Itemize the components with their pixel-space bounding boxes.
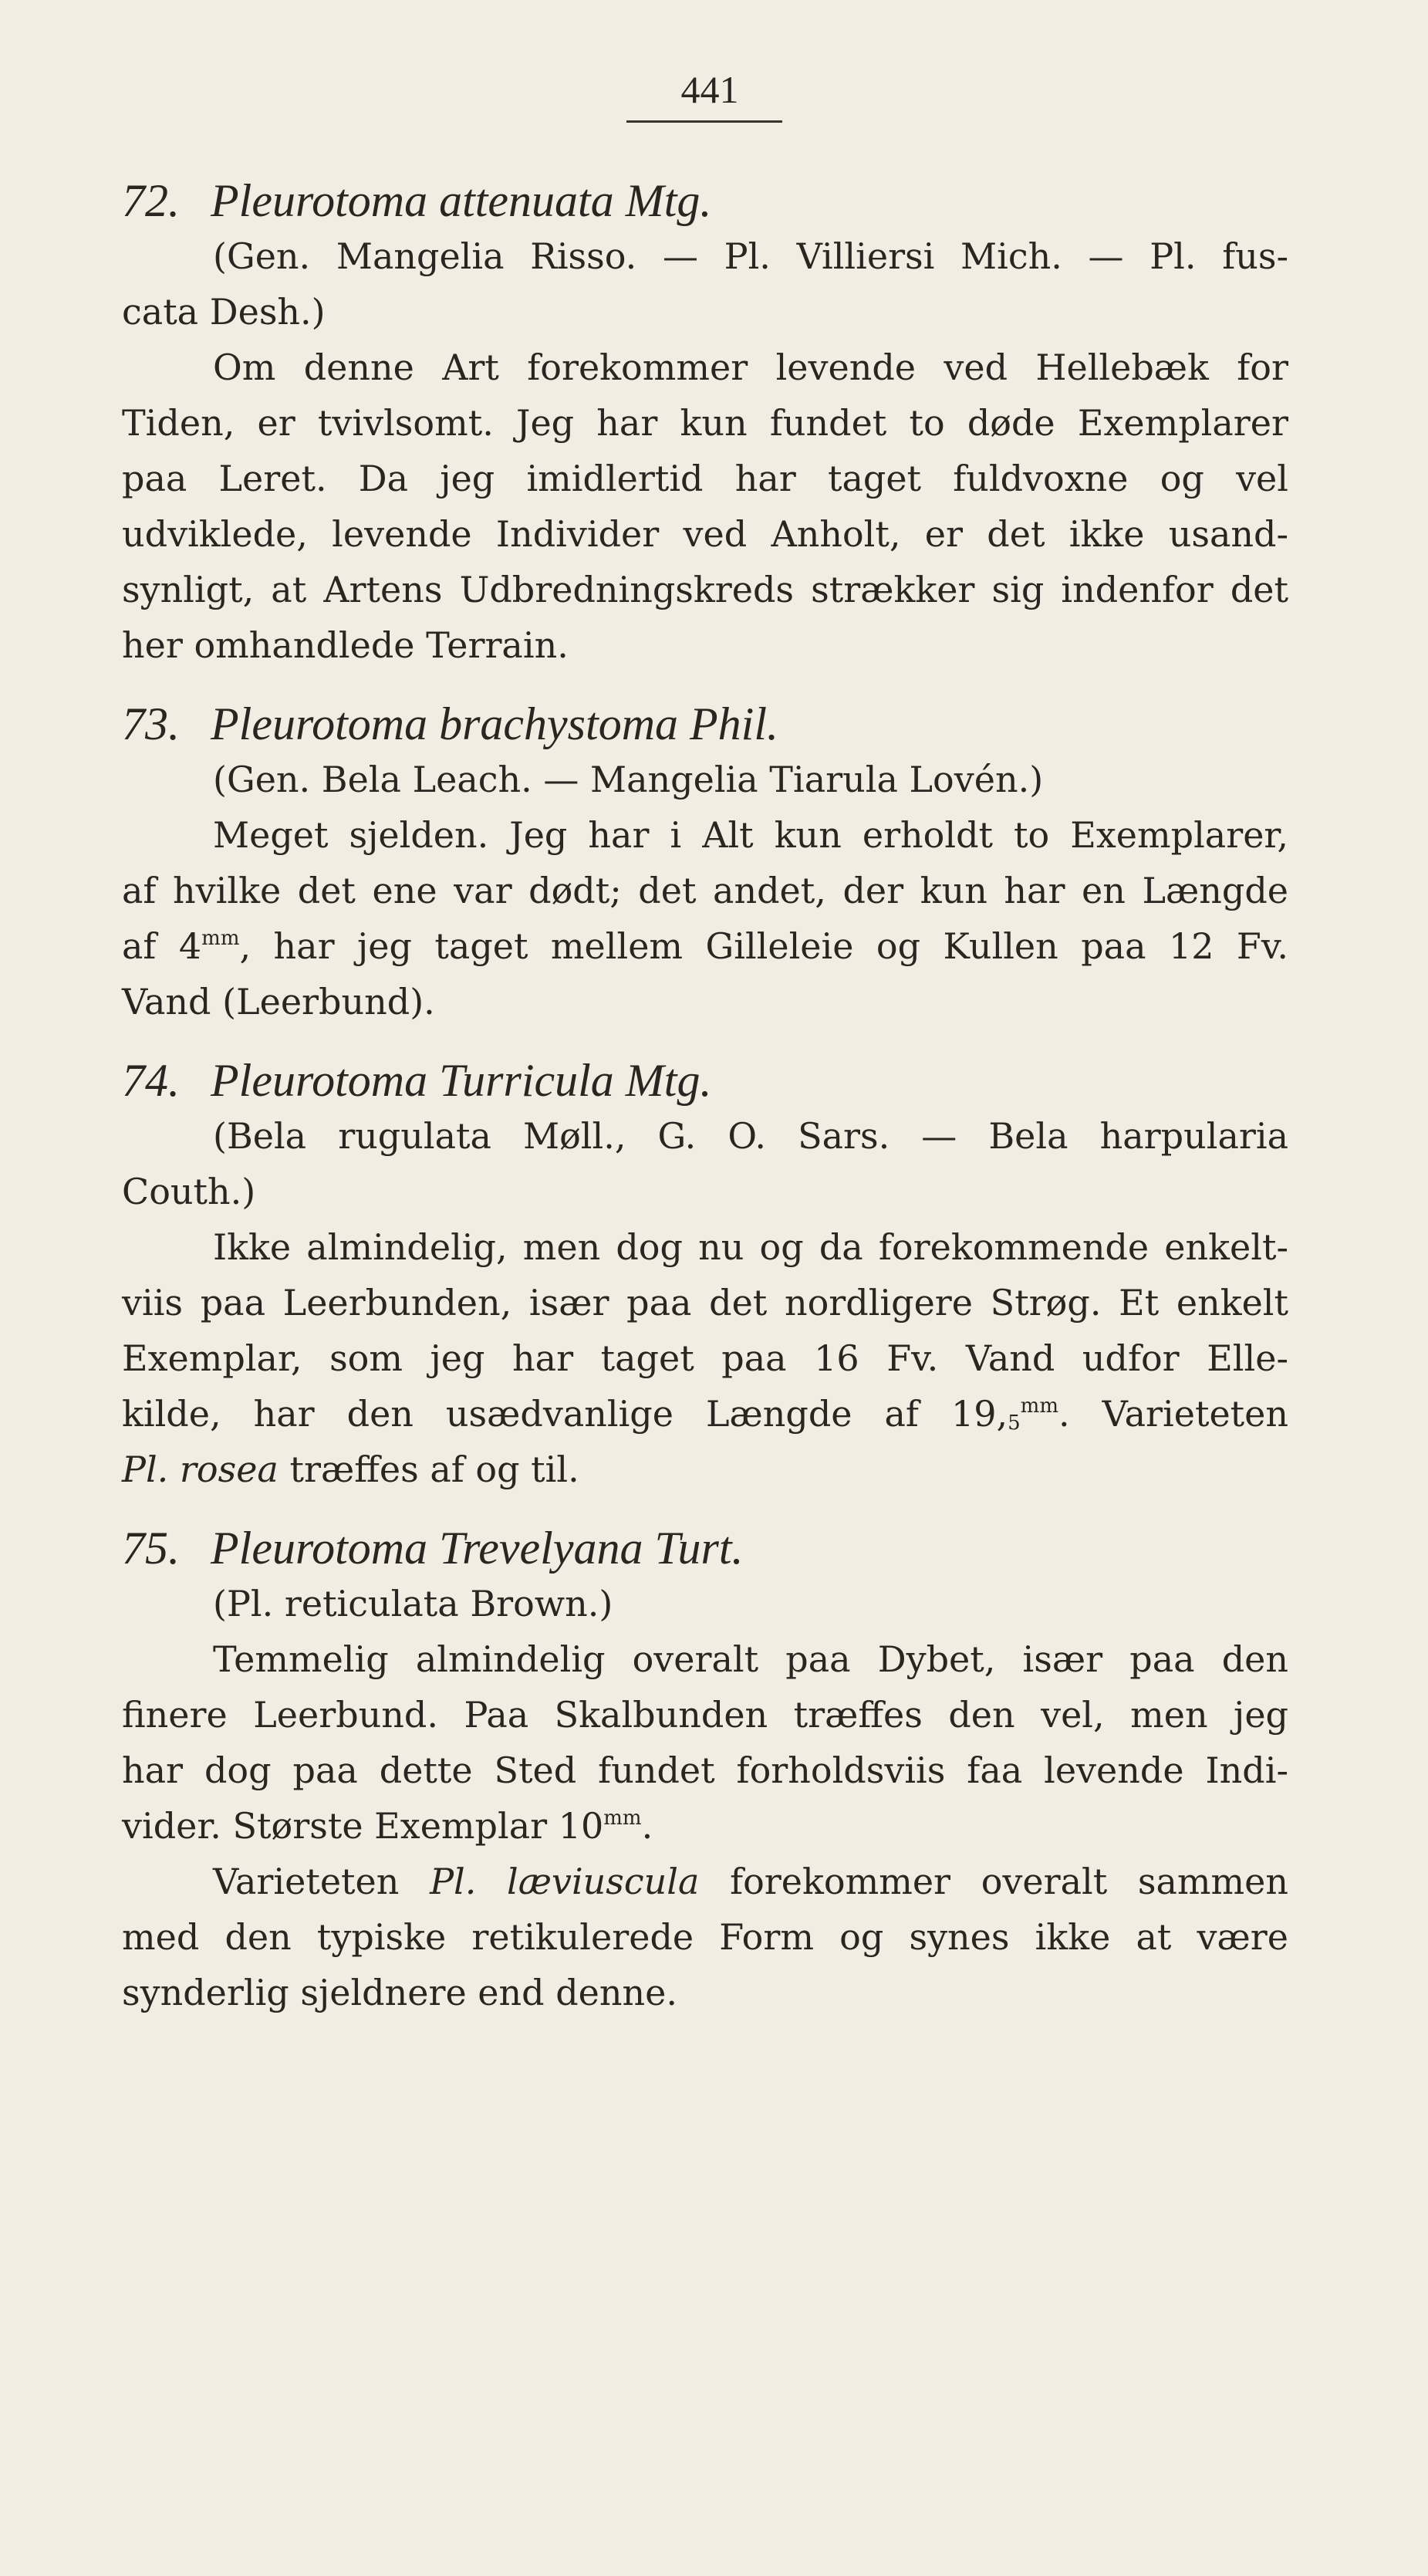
page-number: 441: [680, 68, 739, 111]
text-fragment: .: [641, 1805, 653, 1847]
text-line: Ikke almindelig, men dog nu og da forekommende enkelt-: [213, 1226, 1288, 1268]
italic-taxon: Pl. læviuscula: [430, 1861, 700, 1902]
page-number-rule: [626, 120, 782, 123]
entry-heading: [122, 696, 1288, 752]
text-line: synligt, at Artens Udbredningskreds strækker sig indenfor det: [122, 569, 1288, 610]
text-line: Om denne Art forekommer levende ved Hellebæk for: [213, 347, 1288, 388]
unit-superscript: mm: [201, 927, 240, 950]
text-line: synderlig sjeldnere end denne.: [122, 1972, 677, 2013]
entry-number: 75.: [122, 1523, 180, 1574]
entry-gap: [122, 1029, 1288, 1053]
decimal-subscript: 5: [1008, 1411, 1021, 1435]
text-line: Vand (Leerbund).: [122, 981, 435, 1023]
text-fragment: af 4: [122, 925, 202, 967]
text-line: udviklede, levende Individer ved Anholt, er det ikke usand-: [122, 513, 1288, 555]
text-line: har dog paa dette Sted fundet forholdsviis faa levende Indi-: [122, 1749, 1288, 1791]
text-line: Tiden, er tvivlsomt. Jeg har kun fundet to døde Exemplarer: [122, 402, 1288, 444]
text-line: med den typiske retikulerede Form og synes ikke at være: [122, 1916, 1288, 1958]
text-line: finere Leerbund. Paa Skalbunden træffes den vel, men jeg: [122, 1694, 1288, 1736]
text-line: cata Desh.): [122, 291, 326, 333]
entry-heading: [122, 1053, 1288, 1108]
text-line: (Gen. Bela Leach. — Mangelia Tiarula Lovén.): [213, 759, 1044, 800]
unit-superscript: mm: [603, 1807, 642, 1830]
text-line: viis paa Leerbunden, især paa det nordligere Strøg. Et enkelt: [122, 1282, 1288, 1323]
entry-heading: [122, 1520, 1288, 1576]
text-fragment: vider. Største Exemplar 10: [122, 1805, 604, 1847]
species-name: Pleurotoma Turricula Mtg.: [211, 1055, 712, 1106]
text-line: [122, 918, 1288, 974]
entry-gap: [122, 673, 1288, 696]
text-line: Meget sjelden. Jeg har i Alt kun erholdt to Exemplarer,: [213, 814, 1288, 856]
text-fragment: . Varieteten: [1058, 1393, 1288, 1435]
entry-heading: [122, 173, 1288, 228]
text-fragment: kilde, har den usædvanlige Længde af 19,: [122, 1393, 1008, 1435]
text-fragment: , har jeg taget mellem Gilleleie og Kullen paa 12 Fv.: [239, 925, 1288, 967]
text-line: (Gen. Mangelia Risso. — Pl. Villiersi Mich. — Pl. fus-: [213, 235, 1288, 277]
text-line: [122, 1798, 1288, 1854]
page-text: [122, 173, 1288, 2020]
entry-number: 74.: [122, 1055, 180, 1106]
text-fragment: forekommer overalt sammen: [699, 1861, 1288, 1902]
unit-superscript: mm: [1020, 1394, 1058, 1418]
italic-taxon: Pl. rosea: [122, 1449, 279, 1490]
entry-number: 72.: [122, 175, 180, 226]
species-name: Pleurotoma Trevelyana Turt.: [211, 1523, 744, 1574]
text-line: paa Leret. Da jeg imidlertid har taget fuldvoxne og vel: [122, 458, 1288, 499]
text-line: [122, 1386, 1288, 1442]
text-line: (Bela rugulata Møll., G. O. Sars. — Bela harpularia: [213, 1115, 1288, 1157]
text-line: her omhandlede Terrain.: [122, 624, 569, 666]
text-line: Exemplar, som jeg har taget paa 16 Fv. Vand udfor Elle-: [122, 1337, 1288, 1379]
species-name: Pleurotoma attenuata Mtg.: [211, 175, 712, 226]
text-line: [122, 1442, 1288, 1497]
species-name: Pleurotoma brachystoma Phil.: [211, 698, 779, 749]
text-line: (Pl. reticulata Brown.): [213, 1583, 613, 1624]
entry-gap: [122, 1497, 1288, 1520]
text-fragment: træffes af og til.: [278, 1449, 579, 1490]
text-line: Couth.): [122, 1171, 256, 1212]
entry-number: 73.: [122, 698, 180, 749]
text-fragment: Varieteten: [213, 1861, 430, 1902]
text-line: af hvilke det ene var dødt; det andet, der kun har en Længde: [122, 870, 1288, 911]
text-line: Temmelig almindelig overalt paa Dybet, især paa den: [213, 1638, 1288, 1680]
text-line: [122, 1854, 1288, 1909]
